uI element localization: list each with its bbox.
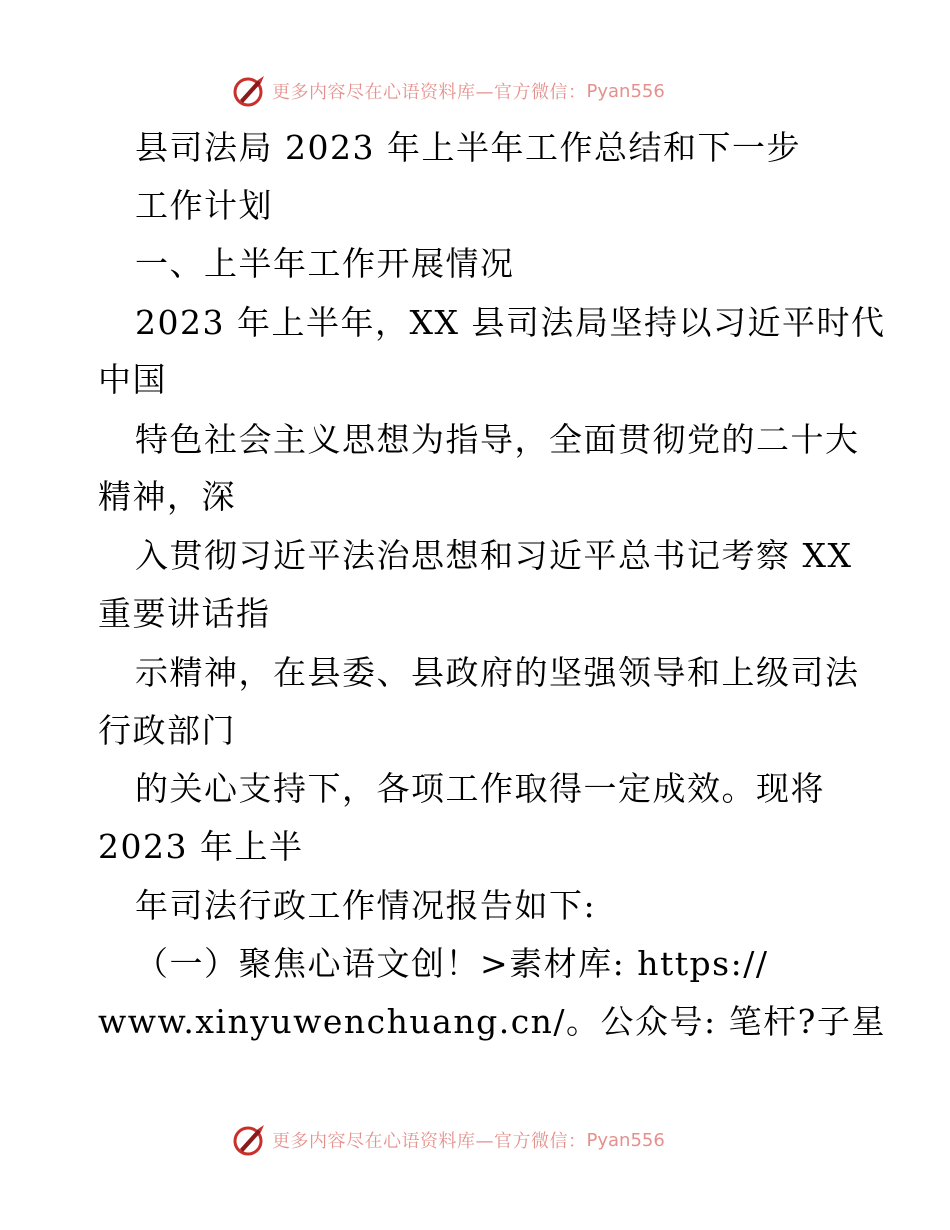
section-heading: 一、上半年工作开展情况 [135, 244, 515, 283]
document-title-line: 县司法局 2023 年上半年工作总结和下一步 [135, 128, 801, 167]
watermark-text: 更多内容尽在心语资料库—官方微信： [272, 82, 587, 103]
paragraph-line: www.xinyuwenchuang.cn/。公众号: 笔杆?子星 [98, 1002, 886, 1041]
paragraph-line: 行政部门 [98, 711, 236, 750]
paragraph-line: 年司法行政工作情况报告如下: [135, 886, 597, 925]
watermark-footer [232, 1123, 665, 1157]
watermark-handle: Pyan556 [586, 1129, 665, 1151]
paragraph-line: 重要讲话指 [98, 594, 271, 633]
paragraph-line: （一）聚焦心语文创！>素材库: https:// [135, 944, 769, 983]
watermark-text: 更多内容尽在心语资料库—官方微信： [272, 1131, 587, 1152]
paragraph-line: 2023 年上半年，XX 县司法局坚持以习近平时代 [135, 303, 886, 342]
paragraph-line: 特色社会主义思想为指导，全面贯彻党的二十大 [135, 420, 860, 459]
paragraph-line: 入贯彻习近平法治思想和习近平总书记考察 XX [135, 536, 853, 575]
paragraph-line: 2023 年上半 [98, 827, 304, 866]
paragraph-line: 示精神，在县委、县政府的坚强领导和上级司法 [135, 653, 860, 692]
document-title-line: 工作计划 [135, 186, 273, 225]
quill-logo-icon [232, 1123, 266, 1157]
paragraph-line: 精神，深 [98, 477, 236, 516]
watermark-handle: Pyan556 [586, 80, 665, 102]
paragraph-line: 中国 [98, 360, 167, 399]
paragraph-line: 的关心支持下，各项工作取得一定成效。现将 [135, 769, 825, 808]
